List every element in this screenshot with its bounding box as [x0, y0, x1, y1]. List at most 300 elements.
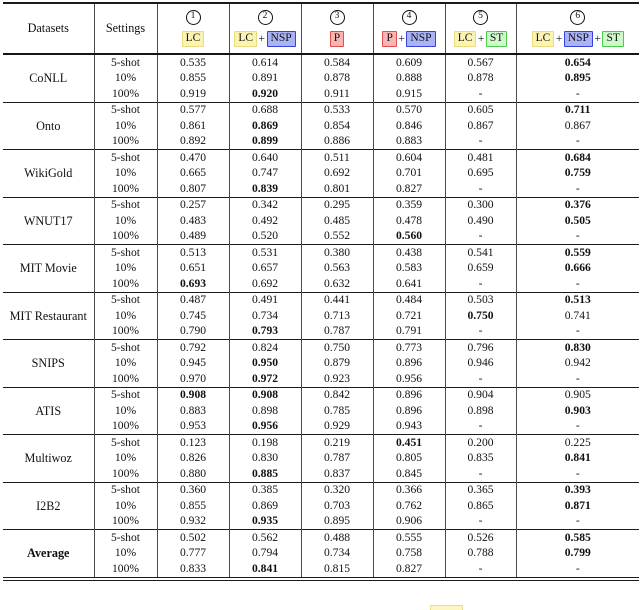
score-cell: 0.896: [373, 387, 445, 403]
score-cell: 0.665: [157, 166, 229, 182]
score-cell: 0.641: [373, 276, 445, 292]
score-cell: 0.908: [229, 387, 301, 403]
method-column-header-5: [445, 3, 516, 54]
score-cell: 0.478: [373, 213, 445, 229]
score-cell: 0.886: [301, 134, 373, 150]
setting-label: 5-shot: [94, 245, 157, 261]
method-column-header-4: [373, 3, 445, 54]
score-cell: 0.747: [229, 166, 301, 182]
score-cell: 0.604: [373, 150, 445, 166]
score-cell: 0.741: [516, 308, 639, 324]
score-cell: 0.560: [373, 229, 445, 245]
dataset-label: Multiwoz: [24, 451, 72, 466]
setting-label: 5-shot: [94, 435, 157, 451]
setting-label: 100%: [94, 229, 157, 245]
dataset-label: SNIPS: [31, 356, 65, 371]
method-tag-nsp: NSP: [564, 31, 593, 48]
score-cell: 0.796: [445, 340, 516, 356]
table-row: [3, 419, 639, 435]
score-cell: -: [516, 86, 639, 102]
score-cell: 0.896: [373, 356, 445, 372]
score-cell: 0.845: [373, 466, 445, 482]
plus-separator: +: [477, 33, 485, 45]
dataset-label: I2B2: [36, 498, 61, 513]
score-cell: 0.734: [301, 546, 373, 562]
table-row: [3, 102, 639, 118]
dataset-group: [3, 482, 639, 530]
score-cell: 0.787: [301, 451, 373, 467]
score-cell: 0.932: [157, 514, 229, 530]
score-cell: 0.200: [445, 435, 516, 451]
table-row: [3, 387, 639, 403]
dataset-label: Average: [27, 546, 70, 561]
score-cell: 0.219: [301, 435, 373, 451]
score-cell: 0.867: [445, 118, 516, 134]
score-cell: 0.830: [229, 451, 301, 467]
score-cell: 0.684: [516, 150, 639, 166]
score-cell: 0.295: [301, 197, 373, 213]
table-row: [3, 213, 639, 229]
score-cell: 0.342: [229, 197, 301, 213]
method-tag-lc: LC: [182, 31, 205, 48]
table-row: [3, 514, 639, 530]
score-cell: 0.919: [157, 86, 229, 102]
score-cell: 0.785: [301, 403, 373, 419]
score-cell: 0.513: [516, 292, 639, 308]
setting-label: 5-shot: [94, 102, 157, 118]
table-row: [3, 324, 639, 340]
score-cell: 0.970: [157, 371, 229, 387]
score-cell: -: [516, 466, 639, 482]
score-cell: 0.701: [373, 166, 445, 182]
score-cell: 0.488: [301, 530, 373, 546]
table-row: [3, 546, 639, 562]
score-cell: 0.826: [157, 451, 229, 467]
score-cell: 0.805: [373, 451, 445, 467]
setting-label: 10%: [94, 498, 157, 514]
table-row: [3, 86, 639, 102]
score-cell: 0.879: [301, 356, 373, 372]
score-cell: 0.923: [301, 371, 373, 387]
dataset-label: CoNLL: [29, 71, 68, 86]
score-cell: 0.359: [373, 197, 445, 213]
score-cell: -: [516, 514, 639, 530]
table-row: [3, 276, 639, 292]
dataset-group: [3, 292, 639, 340]
score-cell: 0.750: [445, 308, 516, 324]
plus-separator: +: [555, 33, 563, 45]
method-tag-lc: LC: [454, 31, 477, 48]
score-cell: 0.945: [157, 356, 229, 372]
score-cell: 0.915: [373, 86, 445, 102]
score-cell: 0.526: [445, 530, 516, 546]
score-cell: 0.583: [373, 261, 445, 277]
table-row: [3, 166, 639, 182]
setting-label: 5-shot: [94, 54, 157, 71]
score-cell: 0.703: [301, 498, 373, 514]
score-cell: 0.855: [157, 498, 229, 514]
setting-label: 5-shot: [94, 197, 157, 213]
dataset-group: [3, 102, 639, 150]
score-cell: -: [516, 561, 639, 579]
score-cell: 0.535: [157, 54, 229, 71]
score-cell: 0.773: [373, 340, 445, 356]
score-cell: 0.380: [301, 245, 373, 261]
table-row: [3, 150, 639, 166]
score-cell: 0.693: [157, 276, 229, 292]
method-column-header-2: [229, 3, 301, 54]
setting-label: 100%: [94, 466, 157, 482]
method-number-row: [302, 6, 373, 28]
setting-label: 10%: [94, 356, 157, 372]
setting-label: 100%: [94, 181, 157, 197]
score-cell: -: [516, 134, 639, 150]
setting-label: 5-shot: [94, 340, 157, 356]
setting-label: 5-shot: [94, 482, 157, 498]
method-tag-p: P: [382, 31, 396, 48]
caption-highlight-peek: [430, 605, 463, 610]
score-cell: -: [445, 371, 516, 387]
score-cell: 0.790: [157, 324, 229, 340]
score-cell: 0.878: [301, 71, 373, 87]
score-cell: 0.559: [516, 245, 639, 261]
score-cell: 0.846: [373, 118, 445, 134]
results-table: [3, 2, 639, 581]
score-cell: 0.533: [301, 102, 373, 118]
score-cell: 0.943: [373, 419, 445, 435]
score-cell: 0.896: [373, 403, 445, 419]
dataset-label: ATIS: [35, 403, 62, 418]
dataset-label: Onto: [36, 118, 61, 133]
score-cell: 0.833: [157, 561, 229, 579]
score-cell: 0.762: [373, 498, 445, 514]
datasets-header-label: Datasets: [27, 21, 69, 35]
score-cell: 0.505: [516, 213, 639, 229]
score-cell: -: [516, 324, 639, 340]
score-cell: 0.695: [445, 166, 516, 182]
score-cell: 0.758: [373, 546, 445, 562]
table-row: [3, 292, 639, 308]
score-cell: 0.883: [373, 134, 445, 150]
score-cell: 0.711: [516, 102, 639, 118]
score-cell: 0.855: [157, 71, 229, 87]
table-row: [3, 181, 639, 197]
score-cell: 0.563: [301, 261, 373, 277]
score-cell: 0.605: [445, 102, 516, 118]
score-cell: 0.609: [373, 54, 445, 71]
dataset-label: MIT Movie: [19, 261, 77, 276]
score-cell: 0.841: [516, 451, 639, 467]
method-tags-row: [374, 28, 445, 53]
setting-label: 10%: [94, 546, 157, 562]
score-cell: 0.491: [229, 292, 301, 308]
score-cell: 0.878: [445, 71, 516, 87]
score-cell: 0.360: [157, 482, 229, 498]
score-cell: 0.666: [516, 261, 639, 277]
method-number-row: [374, 6, 445, 28]
score-cell: 0.511: [301, 150, 373, 166]
score-cell: 0.640: [229, 150, 301, 166]
score-cell: 0.908: [157, 387, 229, 403]
score-cell: 0.485: [301, 213, 373, 229]
score-cell: 0.489: [157, 229, 229, 245]
score-cell: -: [516, 229, 639, 245]
score-cell: 0.451: [373, 435, 445, 451]
score-cell: 0.880: [157, 466, 229, 482]
method-tags-row: [517, 28, 640, 53]
score-cell: 0.801: [301, 181, 373, 197]
circled-number-icon: 5: [473, 10, 488, 25]
setting-label: 10%: [94, 71, 157, 87]
setting-label: 10%: [94, 451, 157, 467]
score-cell: 0.895: [301, 514, 373, 530]
score-cell: 0.584: [301, 54, 373, 71]
dataset-label: WNUT17: [23, 213, 73, 228]
plus-separator: +: [594, 33, 601, 45]
setting-label: 100%: [94, 371, 157, 387]
score-cell: 0.885: [229, 466, 301, 482]
score-cell: 0.632: [301, 276, 373, 292]
dataset-group: [3, 197, 639, 245]
score-cell: -: [445, 419, 516, 435]
dataset-group: [3, 150, 639, 198]
score-cell: -: [445, 181, 516, 197]
score-cell: 0.659: [445, 261, 516, 277]
score-cell: 0.935: [229, 514, 301, 530]
method-tags-row: [302, 28, 373, 53]
score-cell: 0.651: [157, 261, 229, 277]
settings-header-label: Settings: [105, 21, 146, 35]
score-cell: 0.365: [445, 482, 516, 498]
score-cell: 0.787: [301, 324, 373, 340]
score-cell: 0.788: [445, 546, 516, 562]
table-row: [3, 71, 639, 87]
table-row: [3, 197, 639, 213]
table-row: [3, 561, 639, 579]
table-row: [3, 340, 639, 356]
score-cell: 0.830: [516, 340, 639, 356]
score-cell: 0.903: [516, 403, 639, 419]
score-cell: 0.393: [516, 482, 639, 498]
score-cell: 0.376: [516, 197, 639, 213]
table-row: [3, 482, 639, 498]
score-cell: 0.577: [157, 102, 229, 118]
setting-label: 100%: [94, 324, 157, 340]
score-cell: 0.492: [229, 213, 301, 229]
score-cell: 0.777: [157, 546, 229, 562]
score-cell: 0.841: [229, 561, 301, 579]
setting-label: 100%: [94, 134, 157, 150]
table-row: [3, 371, 639, 387]
setting-label: 10%: [94, 213, 157, 229]
score-cell: 0.867: [516, 118, 639, 134]
score-cell: 0.470: [157, 150, 229, 166]
score-cell: 0.225: [516, 435, 639, 451]
score-cell: 0.883: [157, 403, 229, 419]
score-cell: 0.745: [157, 308, 229, 324]
score-cell: 0.946: [445, 356, 516, 372]
score-cell: -: [445, 561, 516, 579]
score-cell: -: [445, 134, 516, 150]
score-cell: 0.520: [229, 229, 301, 245]
method-number-row: [158, 6, 229, 28]
score-cell: -: [445, 466, 516, 482]
score-cell: 0.807: [157, 181, 229, 197]
circled-number-icon: 4: [402, 10, 417, 25]
score-cell: 0.891: [229, 71, 301, 87]
score-cell: 0.567: [445, 54, 516, 71]
score-cell: 0.692: [301, 166, 373, 182]
plus-separator: +: [258, 33, 266, 45]
table-header: [3, 3, 639, 54]
dataset-label: MIT Restaurant: [9, 308, 87, 323]
score-cell: 0.888: [373, 71, 445, 87]
score-cell: 0.824: [229, 340, 301, 356]
score-cell: 0.531: [229, 245, 301, 261]
method-tag-p: P: [330, 31, 344, 48]
score-cell: 0.585: [516, 530, 639, 546]
table-row: [3, 245, 639, 261]
score-cell: 0.555: [373, 530, 445, 546]
score-cell: 0.385: [229, 482, 301, 498]
method-tags-row: [446, 28, 516, 53]
score-cell: -: [516, 181, 639, 197]
score-cell: 0.865: [445, 498, 516, 514]
score-cell: 0.904: [445, 387, 516, 403]
score-cell: 0.827: [373, 181, 445, 197]
score-cell: 0.827: [373, 561, 445, 579]
score-cell: 0.441: [301, 292, 373, 308]
setting-label: 100%: [94, 419, 157, 435]
score-cell: 0.842: [301, 387, 373, 403]
setting-label: 100%: [94, 276, 157, 292]
score-cell: 0.713: [301, 308, 373, 324]
score-cell: -: [445, 229, 516, 245]
score-cell: 0.320: [301, 482, 373, 498]
score-cell: 0.837: [301, 466, 373, 482]
score-cell: 0.895: [516, 71, 639, 87]
dataset-group: [3, 340, 639, 388]
score-cell: 0.906: [373, 514, 445, 530]
score-cell: 0.950: [229, 356, 301, 372]
score-cell: 0.956: [373, 371, 445, 387]
table-row: [3, 451, 639, 467]
setting-label: 100%: [94, 86, 157, 102]
score-cell: 0.481: [445, 150, 516, 166]
header-row: [3, 3, 639, 54]
setting-label: 10%: [94, 308, 157, 324]
score-cell: 0.956: [229, 419, 301, 435]
score-cell: 0.257: [157, 197, 229, 213]
table-row: [3, 229, 639, 245]
score-cell: 0.953: [157, 419, 229, 435]
method-tag-lc: LC: [532, 31, 555, 48]
datasets-column-header: [3, 3, 94, 54]
score-cell: 0.899: [229, 134, 301, 150]
table-row: [3, 498, 639, 514]
score-cell: 0.791: [373, 324, 445, 340]
score-cell: -: [445, 324, 516, 340]
table-row: [3, 403, 639, 419]
dataset-group: [3, 435, 639, 483]
score-cell: 0.750: [301, 340, 373, 356]
dataset-group: [3, 387, 639, 435]
score-cell: 0.734: [229, 308, 301, 324]
table-row: [3, 466, 639, 482]
method-tags-row: [230, 28, 301, 53]
setting-label: 100%: [94, 514, 157, 530]
setting-label: 5-shot: [94, 150, 157, 166]
method-column-header-6: [516, 3, 639, 54]
table-row: [3, 134, 639, 150]
score-cell: -: [516, 419, 639, 435]
method-tags-row: [158, 28, 229, 53]
score-cell: 0.570: [373, 102, 445, 118]
table-row: [3, 356, 639, 372]
score-cell: 0.366: [373, 482, 445, 498]
score-cell: 0.541: [445, 245, 516, 261]
table-row: [3, 530, 639, 546]
score-cell: -: [445, 276, 516, 292]
score-cell: -: [516, 276, 639, 292]
setting-label: 100%: [94, 561, 157, 579]
score-cell: 0.799: [516, 546, 639, 562]
settings-column-header: [94, 3, 157, 54]
score-cell: 0.562: [229, 530, 301, 546]
score-cell: 0.905: [516, 387, 639, 403]
score-cell: 0.513: [157, 245, 229, 261]
score-cell: 0.892: [157, 134, 229, 150]
score-cell: 0.854: [301, 118, 373, 134]
method-column-header-3: [301, 3, 373, 54]
score-cell: 0.869: [229, 498, 301, 514]
score-cell: 0.123: [157, 435, 229, 451]
table-row: [3, 54, 639, 71]
method-tag-st: ST: [486, 31, 507, 48]
setting-label: 10%: [94, 261, 157, 277]
score-cell: 0.794: [229, 546, 301, 562]
setting-label: 10%: [94, 403, 157, 419]
score-cell: 0.839: [229, 181, 301, 197]
score-cell: 0.929: [301, 419, 373, 435]
score-cell: 0.759: [516, 166, 639, 182]
score-cell: 0.654: [516, 54, 639, 71]
plus-separator: +: [398, 33, 405, 45]
score-cell: 0.300: [445, 197, 516, 213]
score-cell: 0.692: [229, 276, 301, 292]
score-cell: 0.815: [301, 561, 373, 579]
method-tag-lc: LC: [234, 31, 257, 48]
method-tag-nsp: NSP: [267, 31, 296, 48]
score-cell: -: [445, 86, 516, 102]
score-cell: 0.657: [229, 261, 301, 277]
dataset-group: [3, 245, 639, 293]
circled-number-icon: 6: [570, 10, 585, 25]
setting-label: 10%: [94, 118, 157, 134]
circled-number-icon: 3: [330, 10, 345, 25]
score-cell: 0.688: [229, 102, 301, 118]
method-number-row: [446, 6, 516, 28]
score-cell: 0.438: [373, 245, 445, 261]
method-column-header-1: [157, 3, 229, 54]
dataset-label: WikiGold: [24, 166, 73, 181]
setting-label: 10%: [94, 166, 157, 182]
score-cell: 0.871: [516, 498, 639, 514]
score-cell: 0.490: [445, 213, 516, 229]
method-tag-nsp: NSP: [406, 31, 435, 48]
score-cell: 0.483: [157, 213, 229, 229]
method-number-row: [517, 6, 640, 28]
